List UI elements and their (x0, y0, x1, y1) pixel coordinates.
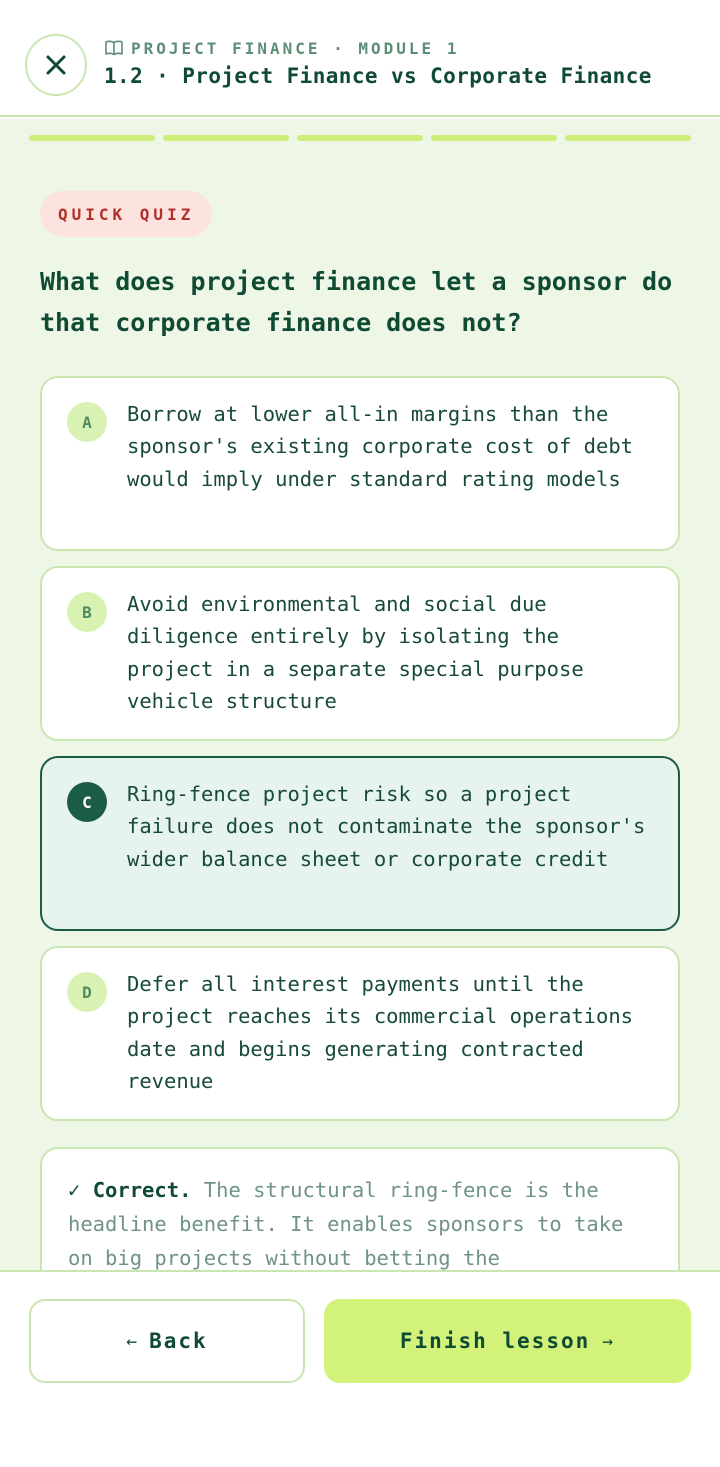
progress-segment (29, 135, 155, 141)
checkmark-icon: ✓ (68, 1178, 81, 1202)
breadcrumb (105, 38, 459, 58)
feedback-heading: Correct. (92, 1178, 192, 1202)
progress-segment (565, 135, 691, 141)
option-letter: C (67, 782, 107, 822)
answer-option-c[interactable] (40, 756, 680, 931)
option-letter: A (67, 402, 107, 442)
back-label: Back (149, 1329, 208, 1353)
close-button[interactable] (25, 34, 87, 96)
lesson-header (0, 0, 720, 117)
progress-segment (163, 135, 289, 141)
option-letter: B (67, 592, 107, 632)
option-text: Ring-fence project risk so a project failure does not contaminate the sponsor's wider balance sheet or corporate credit (127, 782, 646, 871)
finish-lesson-button[interactable] (324, 1299, 691, 1383)
progress-bar (29, 135, 691, 141)
answer-option-a[interactable] (40, 376, 680, 551)
lesson-footer (0, 1270, 720, 1467)
book-icon (105, 40, 123, 56)
finish-label: Finish lesson (399, 1329, 591, 1353)
quiz-badge: QUICK QUIZ (40, 191, 212, 237)
back-button[interactable] (29, 1299, 305, 1383)
option-text: Borrow at lower all-in margins than the sponsor's existing corporate cost of debt would imply under standard rating models (127, 402, 634, 491)
progress-segment (297, 135, 423, 141)
option-letter: D (67, 972, 107, 1012)
option-text: Avoid environmental and social due diligence entirely by isolating the project in a separate special purpose vehicle structure (127, 592, 584, 713)
answer-option-b[interactable] (40, 566, 680, 741)
answer-feedback (40, 1147, 680, 1270)
breadcrumb-text: PROJECT FINANCE · MODULE 1 (131, 38, 460, 58)
progress-segment (431, 135, 557, 141)
lesson-content[interactable] (0, 119, 720, 1270)
option-text: Defer all interest payments until the project reaches its commercial operations date and begins generating contracted revenue (127, 972, 634, 1093)
answer-option-d[interactable] (40, 946, 680, 1121)
arrow-left-icon: ← (126, 1330, 140, 1352)
quiz-question: What does project finance let a sponsor do that corporate finance does not? (40, 267, 673, 337)
feedback-body: The structural ring-fence is the headline benefit. It enables sponsors to take on big projects without betting the (68, 1178, 624, 1270)
close-icon (44, 53, 68, 77)
arrow-right-icon: → (602, 1330, 616, 1352)
lesson-title: 1.2 · Project Finance vs Corporate Finance (104, 64, 652, 88)
